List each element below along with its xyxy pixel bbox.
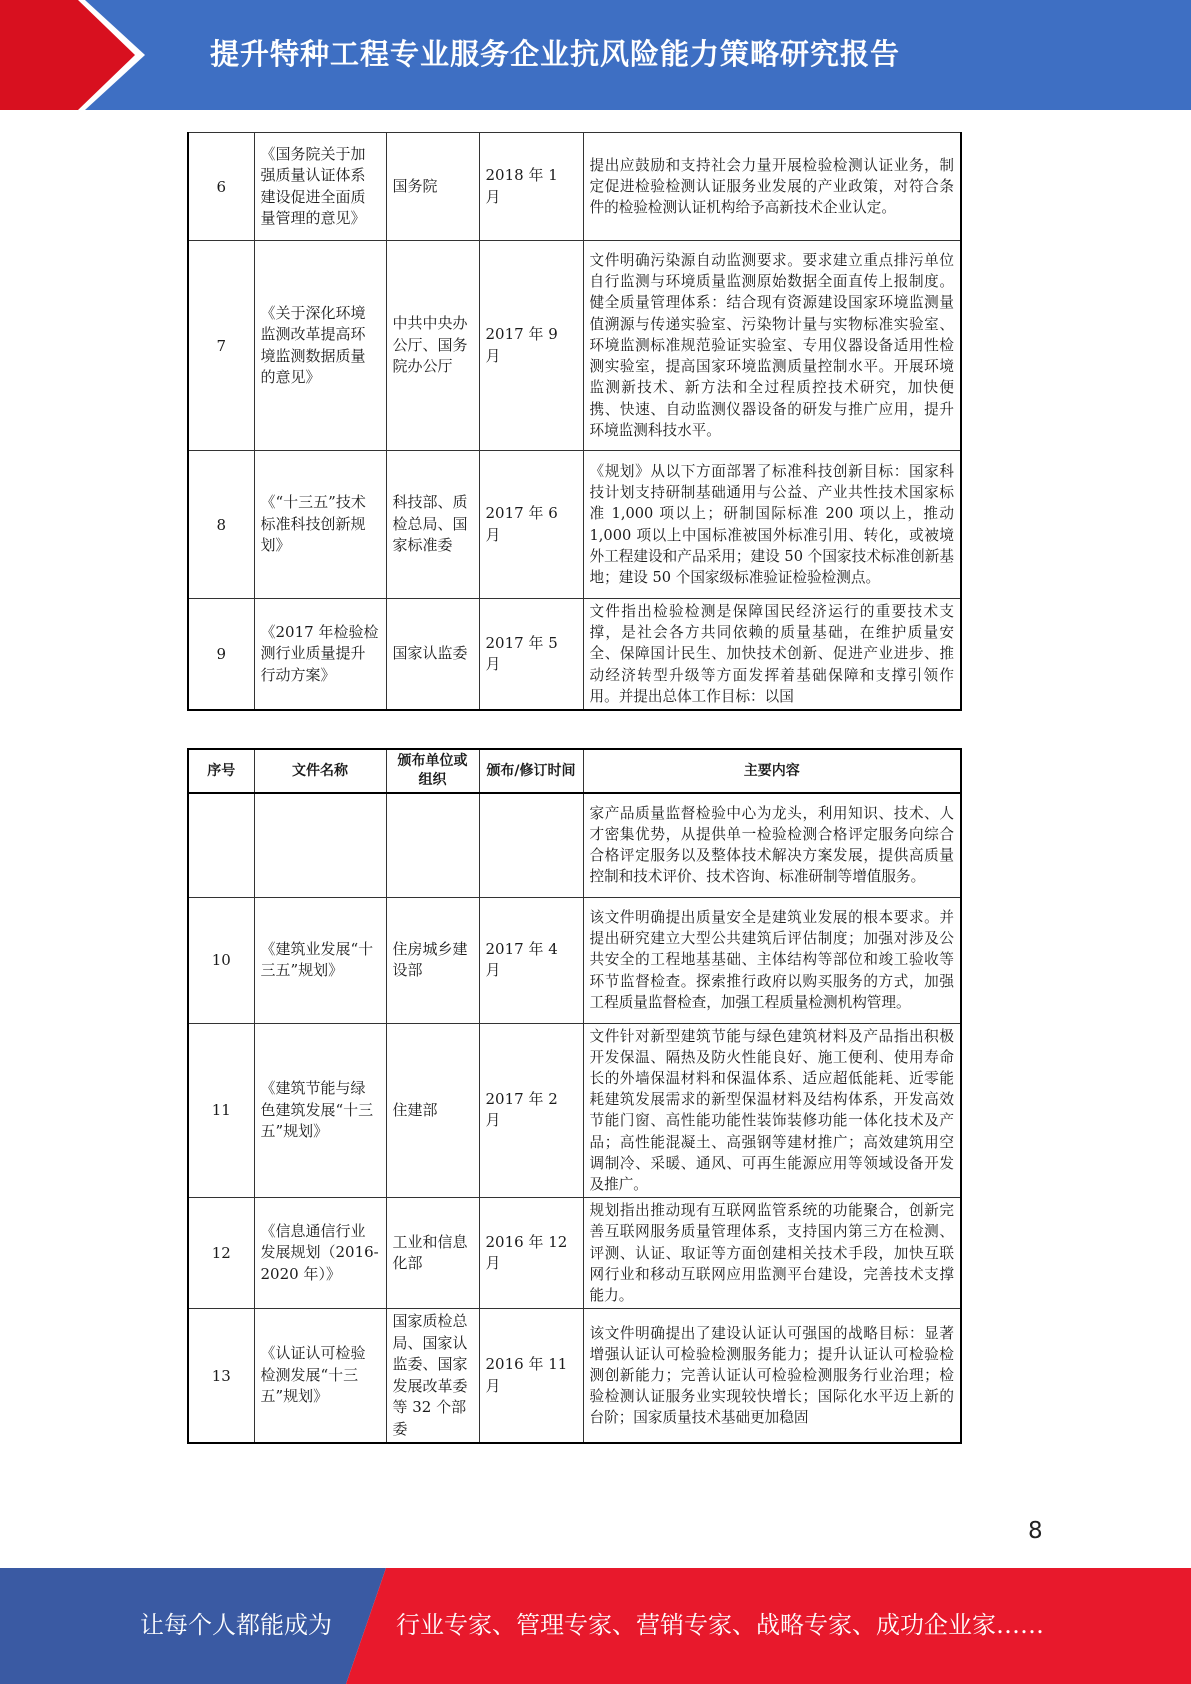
issuing-body: 中共中央办公厅、国务院办公厅	[386, 241, 479, 451]
issue-date: 2017 年 6 月	[479, 451, 583, 599]
row-number: 12	[188, 1198, 254, 1309]
issuing-body: 国家质检总局、国家认监委、国家发展改革委等 32 个部委	[386, 1309, 479, 1444]
document-name: 《信息通信行业发展规划（2016-2020 年）》	[254, 1198, 386, 1309]
col-header-date: 颁布/修订时间	[479, 749, 583, 793]
document-name: 《建筑节能与绿色建筑发展“十三五”规划》	[254, 1023, 386, 1198]
table-row	[188, 599, 961, 711]
issuing-body: 工业和信息化部	[386, 1198, 479, 1309]
issuing-body: 国务院	[386, 133, 479, 241]
footer-slogan-right: 行业专家、管理专家、营销专家、战略专家、成功企业家……	[396, 1611, 1044, 1639]
issuing-body: 科技部、质检总局、国家标准委	[386, 451, 479, 599]
main-content: 文件针对新型建筑节能与绿色建筑材料及产品指出积极开发保温、隔热及防火性能良好、施工便利、使用寿命长的外墙保温材料和保温体系、适应超低能耗、近零能耗建筑发展需求的新型保温材料及结构体系，开发高效节能门窗、高性能功能性装饰装修功能一体化技术及产品；高性能混凝土、高强钢等建材推广；高效建筑用空调制冷、采暖、通风、可再生能源应用等领域设备开发及推广。	[583, 1023, 961, 1198]
page-header	[0, 0, 1191, 110]
col-header-issuer: 颁布单位或组织	[386, 749, 479, 793]
document-name: 《2017 年检验检测行业质量提升行动方案》	[254, 599, 386, 711]
row-number: 13	[188, 1309, 254, 1444]
main-content: 提出应鼓励和支持社会力量开展检验检测认证业务，制定促进检验检测认证服务业发展的产业政策，对符合条件的检验检测认证机构给予高新技术企业认定。	[583, 133, 961, 241]
document-name: 《国务院关于加强质量认证体系建设促进全面质量管理的意见》	[254, 133, 386, 241]
issue-date: 2017 年 9 月	[479, 241, 583, 451]
main-content: 文件指出检验检测是保障国民经济运行的重要技术支撑，是社会各方共同依赖的质量基础，在维护质量安全、保障国计民生、加快技术创新、促进产业进步、推动经济转型升级等方面发挥着基础保障和支撑引领作用。并提出总体工作目标：以国	[583, 599, 961, 711]
issuing-body: 住房城乡建设部	[386, 897, 479, 1023]
table-row	[188, 897, 961, 1023]
issue-date: 2017 年 5 月	[479, 599, 583, 711]
report-title: 提升特种工程专业服务企业抗风险能力策略研究报告	[210, 37, 901, 71]
issuing-body	[386, 793, 479, 897]
table-row	[188, 1198, 961, 1309]
issue-date	[479, 793, 583, 897]
col-header-doc-name: 文件名称	[254, 749, 386, 793]
table-row	[188, 241, 961, 451]
policy-table-continued	[187, 132, 962, 711]
issue-date: 2018 年 1 月	[479, 133, 583, 241]
row-number	[188, 793, 254, 897]
row-number: 8	[188, 451, 254, 599]
table-row	[188, 451, 961, 599]
table-row	[188, 793, 961, 897]
main-content: 文件明确污染源自动监测要求。要求建立重点排污单位自行监测与环境质量监测原始数据全面直传上报制度。健全质量管理体系：结合现有资源建设国家环境监测量值溯源与传递实验室、污染物计量与实物标准实验室、环境监测标准规范验证实验室、专用仪器设备适用性检测实验室，提高国家环境监测质量控制水平。开展环境监测新技术、新方法和全过程质控技术研究，加快便携、快速、自动监测仪器设备的研发与推广应用，提升环境监测科技水平。	[583, 241, 961, 451]
issue-date: 2016 年 12 月	[479, 1198, 583, 1309]
policy-table	[187, 748, 962, 1444]
row-number: 11	[188, 1023, 254, 1198]
main-content: 家产品质量监督检验中心为龙头，利用知识、技术、人才密集优势，从提供单一检验检测合格评定服务向综合合格评定服务以及整体技术解决方案发展，提供高质量控制和技术评价、技术咨询、标准研制等增值服务。	[583, 793, 961, 897]
row-number: 9	[188, 599, 254, 711]
issuing-body: 住建部	[386, 1023, 479, 1198]
table-row	[188, 1309, 961, 1444]
main-content: 《规划》从以下方面部署了标准科技创新目标：国家科技计划支持研制基础通用与公益、产业共性技术国家标准 1,000 项以上；研制国际标准 200 项以上，推动 1,000 项以上中国标准被国外标准引用、转化，或被境外工程建设和产品采用；建设 50 个国家技术标准创新基地；建设 50 个国家级标准验证检验检测点。	[583, 451, 961, 599]
row-number: 10	[188, 897, 254, 1023]
main-content: 规划指出推动现有互联网监管系统的功能聚合，创新完善互联网服务质量管理体系，支持国内第三方在检测、评测、认证、取证等方面创建相关技术手段，加快互联网行业和移动互联网应用监测平台建设，完善技术支撑能力。	[583, 1198, 961, 1309]
document-name	[254, 793, 386, 897]
page-footer	[0, 1568, 1191, 1684]
col-header-number: 序号	[188, 749, 254, 793]
issue-date: 2016 年 11 月	[479, 1309, 583, 1444]
document-name: 《建筑业发展“十三五”规划》	[254, 897, 386, 1023]
document-name: 《认证认可检验检测发展“十三五”规划》	[254, 1309, 386, 1444]
row-number: 7	[188, 241, 254, 451]
row-number: 6	[188, 133, 254, 241]
main-content: 该文件明确提出了建设认证认可强国的战略目标：显著增强认证认可检验检测服务能力；提升认证认可检验检测创新能力；完善认证认可检验检测服务行业治理；检验检测认证服务业实现较快增长；国际化水平迈上新的台阶；国家质量技术基础更加稳固	[583, 1309, 961, 1444]
header-red-chevron	[0, 0, 150, 110]
issue-date: 2017 年 4 月	[479, 897, 583, 1023]
document-name: 《关于深化环境监测改革提高环境监测数据质量的意见》	[254, 241, 386, 451]
table-header-row	[188, 749, 961, 793]
col-header-content: 主要内容	[583, 749, 961, 793]
issuing-body: 国家认监委	[386, 599, 479, 711]
footer-slogan-left: 让每个人都能成为	[140, 1611, 332, 1639]
table-row	[188, 1023, 961, 1198]
page-number: 8	[1028, 1518, 1043, 1544]
table-row	[188, 133, 961, 241]
main-content: 该文件明确提出质量安全是建筑业发展的根本要求。并提出研究建立大型公共建筑后评估制度；加强对涉及公共安全的工程地基基础、主体结构等部位和竣工验收等环节监督检查。探索推行政府以购买服务的方式，加强工程质量监督检查，加强工程质量检测机构管理。	[583, 897, 961, 1023]
document-name: 《“十三五”技术标准科技创新规划》	[254, 451, 386, 599]
issue-date: 2017 年 2 月	[479, 1023, 583, 1198]
